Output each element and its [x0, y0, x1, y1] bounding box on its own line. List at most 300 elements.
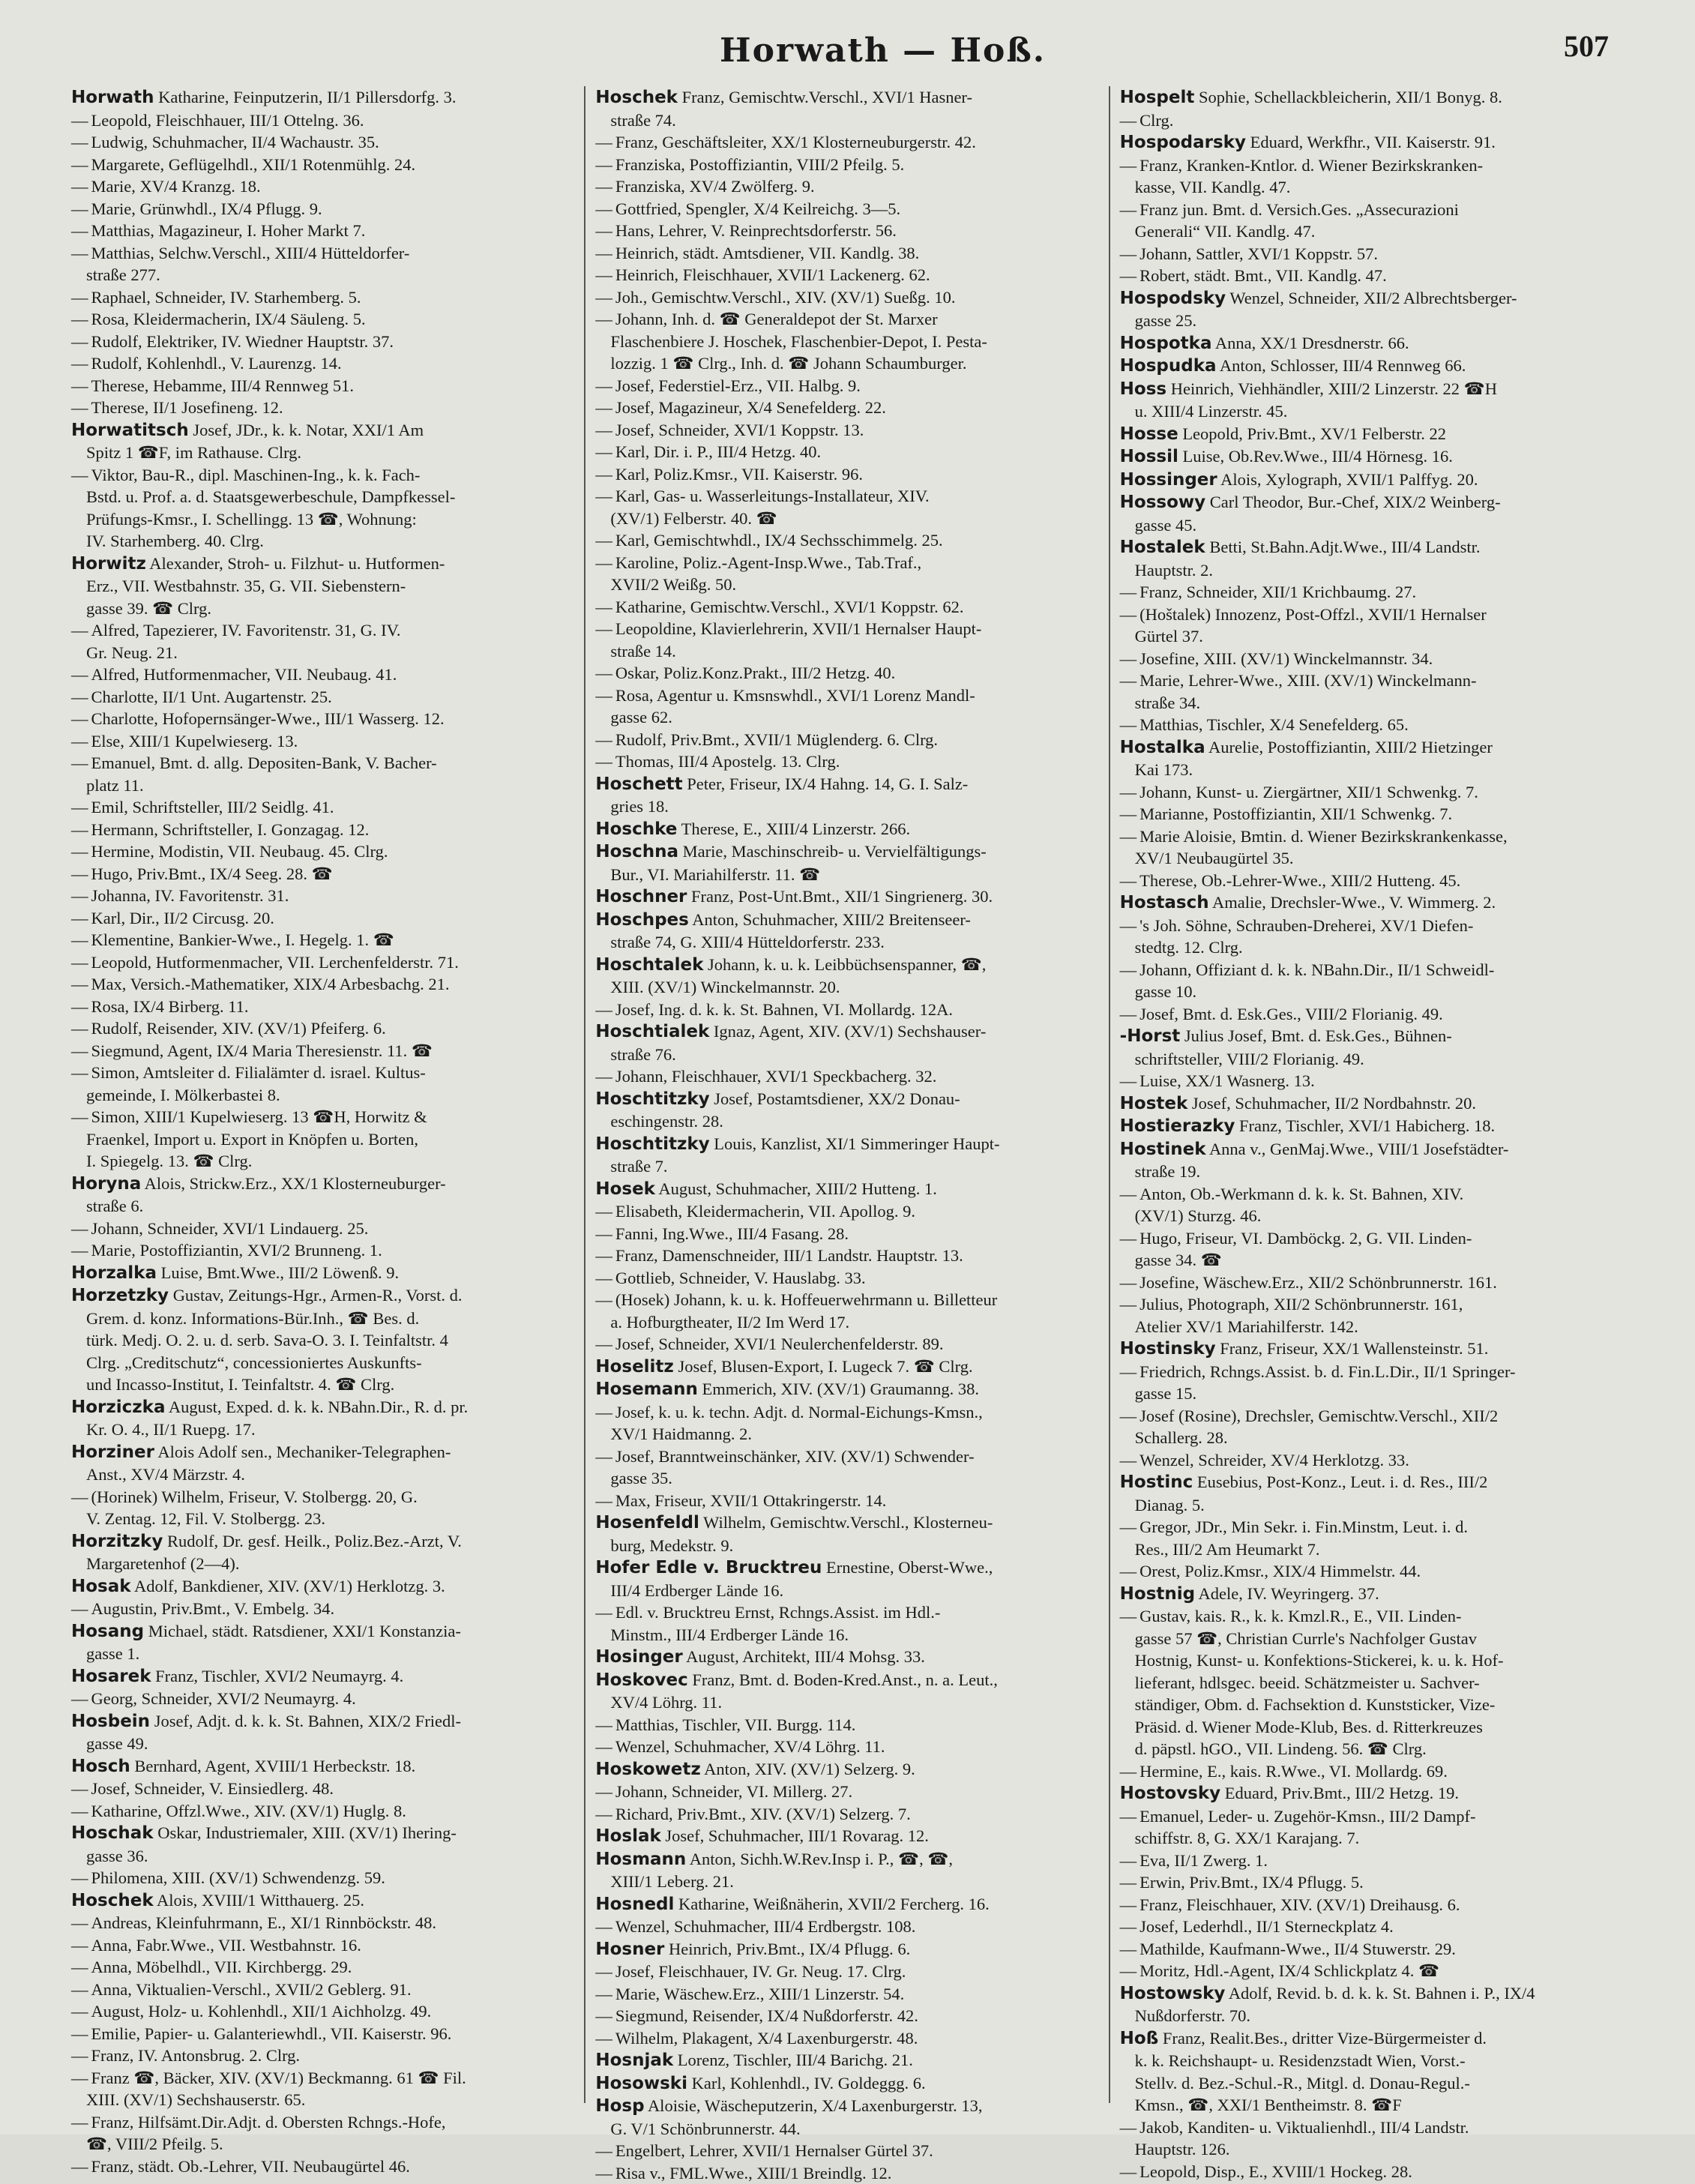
directory-entry [71, 286, 574, 309]
entry-text: XV/4 Löhrg. 11. [610, 1693, 722, 1712]
directory-entry [71, 1441, 574, 1464]
ditto-dash: — [71, 1241, 88, 1260]
entry-text: straße 6. [86, 1197, 143, 1215]
directory-entry [595, 1916, 1098, 1938]
entry-continuation [71, 530, 574, 553]
entry-continuation [1120, 1383, 1623, 1405]
directory-entry [71, 1062, 574, 1084]
entry-continuation [595, 706, 1098, 729]
directory-entry [595, 662, 1098, 685]
page-number: 507 [1564, 28, 1609, 64]
entry-text: Franz, Geschäftsleiter, XX/1 Klosterneuburgerstr. 42. [615, 133, 976, 151]
ditto-dash: — [1120, 1362, 1137, 1381]
entry-text: straße 76. [610, 1045, 675, 1064]
entry-text: Therese, Ob.-Lehrer-Wwe., XIII/2 Hutteng. 45. [1139, 871, 1460, 890]
entry-surname: Horyna [71, 1174, 141, 1194]
directory-entry [71, 1889, 574, 1913]
entry-continuation [1120, 559, 1623, 582]
ditto-dash: — [71, 997, 88, 1016]
entry-surname: Hostinsky [1120, 1339, 1216, 1359]
entry-text: Marie, Grünwhdl., IX/4 Pflugg. 9. [91, 199, 322, 218]
ditto-dash: — [71, 398, 88, 417]
directory-entry [595, 441, 1098, 463]
ditto-dash: — [1120, 156, 1137, 175]
directory-entry [595, 419, 1098, 442]
entry-continuation [1120, 400, 1623, 423]
entry-text: platz 11. [86, 776, 144, 795]
entry-text: Hauptstr. 2. [1135, 561, 1213, 580]
entry-surname: Hoschtitzky [595, 1134, 709, 1154]
directory-entry [71, 464, 574, 487]
entry-surname: Hostovsky [1120, 1784, 1221, 1803]
ditto-dash: — [71, 732, 88, 750]
entry-text: Erwin, Priv.Bmt., IX/4 Pflugg. 5. [1139, 1873, 1364, 1892]
entry-text: Josef, k. u. k. techn. Adjt. d. Normal-Eichungs-Kmsn., [615, 1403, 983, 1422]
entry-text: Heinrich, Priv.Bmt., IX/4 Pflugg. 6. [669, 1940, 910, 1958]
entry-continuation [1120, 981, 1623, 1003]
entry-continuation [1120, 1738, 1623, 1760]
ditto-dash: — [595, 1715, 612, 1734]
entry-text: Anton, Schuhmacher, XIII/2 Breitenseer- [692, 910, 971, 929]
entry-text: straße 34. [1135, 694, 1200, 712]
directory-entry [1120, 423, 1623, 446]
entry-text: Sophie, Schellackbleicherin, XII/1 Bonyg. 8. [1199, 88, 1502, 106]
ditto-dash: — [595, 1447, 612, 1466]
entry-text: Jakob, Kanditen- u. Viktualienhdl., III/4 Landstr. [1139, 2118, 1469, 2137]
entry-text: Josef (Rosine), Drechsler, Gemischtw.Verschl., XII/2 [1139, 1407, 1498, 1425]
directory-entry [71, 1017, 574, 1040]
directory-entry [71, 1106, 574, 1128]
directory-entry [1120, 1138, 1623, 1161]
entry-text: August, Schuhmacher, XIII/2 Hutteng. 1. [658, 1179, 937, 1198]
entry-continuation [1120, 1628, 1623, 1650]
ditto-dash: — [1120, 1607, 1137, 1625]
entry-text: Friedrich, Rchngs.Assist. b. d. Fin.L.Dir., II/1 Springer- [1139, 1362, 1515, 1381]
ditto-dash: — [1120, 916, 1137, 935]
entry-text: Johann, Kunst- u. Ziergärtner, XII/1 Schwenkg. 7. [1139, 783, 1478, 801]
directory-entry [1120, 1516, 1623, 1538]
entry-text: Gustav, kais. R., k. k. Kmzl.R., E., VII. Linden- [1139, 1607, 1461, 1625]
entry-text: Katharine, Gemischtw.Verschl., XVI/1 Koppstr. 62. [615, 598, 964, 616]
ditto-dash: — [595, 177, 612, 196]
directory-entry [1120, 2161, 1623, 2183]
entry-text: Gustav, Zeitungs-Hgr., Armen-R., Vorst. d. [173, 1286, 463, 1305]
directory-entry [595, 1961, 1098, 1983]
directory-entry [71, 1912, 574, 1934]
entry-surname: Hosse [1120, 424, 1178, 444]
entry-text: (XV/1) Felberstr. 40. ☎ [610, 509, 777, 528]
directory-entry [71, 352, 574, 375]
entry-continuation [71, 1374, 574, 1396]
entry-text: Johann, Inh. d. ☎ Generaldepot der St. Marxer [615, 310, 938, 328]
directory-entry [71, 1665, 574, 1688]
directory-entry [71, 308, 574, 331]
entry-text: Fanni, Ing.Wwe., III/4 Fasang. 28. [615, 1224, 849, 1243]
entry-surname: Hostek [1120, 1094, 1188, 1113]
directory-entry [1120, 287, 1623, 310]
entry-text: Marianne, Postoffiziantin, XII/1 Schwenkg. 7. [1139, 804, 1452, 823]
entry-text: Joh., Gemischtw.Verschl., XIV. (XV/1) Sueßg. 10. [615, 288, 956, 307]
directory-entry [595, 840, 1098, 864]
ditto-dash: — [71, 1219, 88, 1238]
entry-text: Franz, Fleischhauer, XIV. (XV/1) Dreihausg. 6. [1139, 1895, 1460, 1914]
directory-entry [71, 1040, 574, 1062]
ditto-dash: — [595, 752, 612, 771]
entry-text: Julius Josef, Bmt. d. Esk.Ges., Bühnen- [1184, 1026, 1452, 1045]
directory-entry [1120, 1805, 1623, 1828]
ditto-dash: — [1120, 783, 1137, 801]
entry-text: Alfred, Hutformenmacher, VII. Neubaug. 41. [91, 665, 397, 684]
entry-text: gasse 35. [610, 1469, 672, 1487]
ditto-dash: — [71, 930, 88, 949]
entry-text: Max, Friseur, XVII/1 Ottakringerstr. 14. [615, 1491, 887, 1510]
directory-entry [595, 1758, 1098, 1781]
ditto-dash: — [1120, 1071, 1137, 1090]
entry-continuation [1120, 1427, 1623, 1449]
entry-text: Charlotte, II/1 Unt. Augartenstr. 25. [91, 688, 332, 706]
entry-text: Schallerg. 28. [1135, 1428, 1228, 1447]
entry-text: Matthias, Magazineur, I. Hoher Markt 7. [91, 221, 366, 240]
directory-entry [595, 750, 1098, 773]
entry-text: a. Hofburgtheater, II/2 Im Werd 17. [610, 1313, 849, 1332]
ditto-dash: — [595, 730, 612, 749]
directory-entry [1120, 714, 1623, 736]
entry-surname: Hosch [71, 1757, 130, 1776]
entry-text: schriftsteller, VIII/2 Florianig. 49. [1135, 1050, 1364, 1068]
ditto-dash: — [71, 909, 88, 927]
directory-entry [595, 198, 1098, 220]
ditto-dash: — [1120, 2162, 1137, 2181]
entry-text: Präsid. d. Wiener Mode-Klub, Bes. d. Ritterkreuzes [1135, 1718, 1483, 1736]
entry-text: Marie, Wäschew.Erz., XIII/1 Linzerstr. 54. [615, 1985, 904, 2003]
entry-surname: Hossinger [1120, 470, 1217, 490]
directory-entry [595, 220, 1098, 242]
entry-text: Rudolf, Elektriker, IV. Wiedner Hauptstr. 37. [91, 332, 394, 351]
ditto-dash: — [1120, 1807, 1137, 1826]
entry-text: Wenzel, Schuhmacher, III/4 Erdbergstr. 108. [615, 1917, 916, 1936]
entry-text: XIII/1 Leberg. 21. [610, 1872, 734, 1891]
ditto-dash: — [71, 621, 88, 640]
directory-entry [71, 1934, 574, 1957]
entry-surname: Hospodsky [1120, 289, 1226, 308]
entry-text: XVII/2 Weißg. 50. [610, 575, 736, 594]
entry-text: Emilie, Papier- u. Galanteriewhdl., VII. Kaiserstr. 96. [91, 2024, 452, 2043]
directory-entry [1120, 332, 1623, 355]
directory-entry [71, 863, 574, 885]
entry-text: Rudolf, Kohlenhdl., V. Laurenzg. 14. [91, 354, 342, 373]
entry-text: V. Zentag. 12, Fil. V. Stolbergg. 23. [86, 1509, 325, 1528]
entry-continuation [71, 774, 574, 797]
directory-entry [1120, 1227, 1623, 1250]
directory-entry [1120, 1405, 1623, 1428]
directory-entry [71, 752, 574, 774]
entry-text: Hauptstr. 126. [1135, 2140, 1230, 2159]
column-1 [71, 86, 574, 2103]
directory-columns [71, 86, 1623, 2103]
directory-entry [71, 686, 574, 709]
entry-surname: Hoschner [595, 887, 687, 906]
entry-surname: Horwath [71, 88, 154, 107]
directory-entry [595, 375, 1098, 397]
ditto-dash: — [1120, 605, 1137, 624]
entry-continuation [595, 2118, 1098, 2141]
directory-entry [595, 86, 1098, 109]
entry-text: gasse 1. [86, 1644, 139, 1663]
entry-text: Simon, XIII/1 Kupelwieserg. 13 ☎H, Horwitz & [91, 1107, 427, 1126]
entry-text: IV. Starhemberg. 40. Clrg. [86, 532, 264, 550]
entry-continuation [1120, 1048, 1623, 1071]
entry-text: Alois, Xylograph, XVII/1 Palffyg. 20. [1220, 470, 1478, 489]
entry-continuation [1120, 1249, 1623, 1272]
directory-entry [71, 1620, 574, 1643]
ditto-dash: — [71, 199, 88, 218]
entry-text: gasse 57 ☎, Christian Currle's Nachfolger Gustav [1135, 1629, 1477, 1648]
page-header [0, 28, 1695, 81]
entry-text: gasse 36. [86, 1847, 148, 1865]
entry-text: Siegmund, Reisender, IX/4 Nußdorferstr. 42. [615, 2006, 918, 2025]
directory-entry [595, 618, 1098, 640]
entry-text: Gr. Neug. 21. [86, 643, 178, 662]
entry-text: Mathilde, Kaufmann-Wwe., II/4 Stuwerstr. 29. [1139, 1940, 1456, 1958]
entry-continuation [71, 442, 574, 464]
entry-text: Anna, Möbelhdl., VII. Kirchbergg. 29. [91, 1958, 352, 1976]
ditto-dash: — [1120, 583, 1137, 601]
ditto-dash: — [71, 709, 88, 728]
entry-text: Franz, Damenschneider, III/1 Landstr. Hauptstr. 13. [615, 1246, 963, 1265]
entry-text: Klementine, Bankier-Wwe., I. Hegelg. 1. ☎ [91, 930, 394, 949]
directory-entry [595, 999, 1098, 1021]
entry-text: Wenzel, Schreider, XV/4 Herklotzg. 33. [1139, 1451, 1409, 1469]
directory-entry [595, 1848, 1098, 1871]
entry-text: Karl, Kohlenhdl., IV. Goldeggg. 6. [692, 2074, 926, 2093]
directory-entry [595, 1490, 1098, 1512]
directory-entry [71, 2023, 574, 2045]
entry-text: Josef, Blusen-Export, I. Lugeck 7. ☎ Clrg. [678, 1357, 972, 1376]
entry-continuation [1120, 1538, 1623, 1561]
entry-text: Atelier XV/1 Mariahilferstr. 142. [1135, 1317, 1358, 1336]
entry-text: Hugo, Priv.Bmt., IX/4 Seeg. 28. ☎ [91, 864, 333, 883]
entry-text: Kmsn., ☎, XXI/1 Bentheimstr. 8. ☎F [1135, 2096, 1402, 2114]
entry-continuation [1120, 625, 1623, 648]
directory-entry [595, 1378, 1098, 1401]
directory-entry [1120, 1982, 1623, 2006]
entry-text: eschingenstr. 28. [610, 1112, 723, 1131]
entry-text: Leopold, Hutformenmacher, VII. Lerchenfelderstr. 71. [91, 953, 459, 972]
directory-entry [1120, 891, 1623, 915]
ditto-dash: — [595, 1603, 612, 1622]
directory-entry [595, 1714, 1098, 1736]
entry-surname: Hossil [1120, 447, 1178, 466]
directory-entry [71, 840, 574, 863]
entry-text: Franziska, XV/4 Zwölferg. 9. [615, 177, 815, 196]
entry-continuation [71, 1508, 574, 1530]
entry-text: Alois Adolf sen., Mechaniker-Telegraphen- [157, 1443, 451, 1461]
entry-continuation [71, 1128, 574, 1151]
entry-text: Matthias, Tischler, VII. Burgg. 114. [615, 1715, 856, 1734]
directory-entry [1120, 1070, 1623, 1092]
directory-entry [595, 1803, 1098, 1826]
directory-entry [595, 2095, 1098, 2118]
directory-entry [595, 1446, 1098, 1468]
directory-entry [1120, 1583, 1623, 1606]
entry-text: Johanna, IV. Favoritenstr. 31. [91, 886, 289, 905]
directory-entry [595, 131, 1098, 154]
entry-continuation [71, 1419, 574, 1441]
ditto-dash: — [71, 244, 88, 262]
ditto-dash: — [595, 398, 612, 417]
entry-continuation [595, 931, 1098, 954]
entry-continuation [595, 1580, 1098, 1602]
entry-text: Emanuel, Leder- u. Zugehör-Kmsn., III/2 Dampf- [1139, 1807, 1475, 1826]
entry-text: k. k. Reichshaupt- u. Residenzstadt Wien, Vorst.- [1135, 2051, 1466, 2070]
entry-text: Elisabeth, Kleidermacherin, VII. Apollog. 9. [615, 1202, 915, 1221]
directory-entry [71, 1755, 574, 1778]
entry-text: straße 74. [610, 111, 675, 130]
directory-entry [1120, 2027, 1623, 2051]
directory-entry [71, 885, 574, 907]
directory-entry [71, 951, 574, 974]
directory-entry [71, 1575, 574, 1598]
entry-text: Karl, Gemischtwhdl., IX/4 Sechsschimmelg. 25. [615, 531, 943, 550]
entry-continuation [1120, 310, 1623, 332]
directory-entry [595, 596, 1098, 619]
entry-text: Grem. d. konz. Informations-Bür.Inh., ☎ Bes. d. [86, 1309, 419, 1328]
directory-entry [1120, 670, 1623, 692]
ditto-dash: — [595, 199, 612, 218]
entry-text: Therese, E., XIII/4 Linzerstr. 266. [681, 819, 911, 838]
ditto-dash: — [595, 1403, 612, 1422]
entry-text: Leopold, Disp., E., XVIII/1 Hockeg. 28. [1139, 2162, 1412, 2181]
directory-entry [595, 286, 1098, 309]
directory-entry [595, 1401, 1098, 1424]
entry-text: Robert, städt. Bmt., VII. Kandlg. 47. [1139, 266, 1387, 285]
ditto-dash: — [595, 2006, 612, 2025]
entry-text: Wenzel, Schuhmacher, XV/4 Löhrg. 11. [615, 1737, 885, 1756]
directory-entry [595, 308, 1098, 331]
directory-entry [1120, 1449, 1623, 1472]
directory-entry [1120, 1471, 1623, 1494]
entry-continuation [1120, 2050, 1623, 2072]
directory-entry [595, 1669, 1098, 1692]
ditto-dash: — [595, 1224, 612, 1243]
entry-text: Generali“ VII. Kandlg. 47. [1135, 222, 1316, 241]
ditto-dash: — [595, 1491, 612, 1510]
directory-entry [1120, 1760, 1623, 1783]
directory-entry [71, 1956, 574, 1979]
entry-text: Anna v., GenMaj.Wwe., VIII/1 Josefstädter- [1209, 1140, 1508, 1158]
ditto-dash: — [595, 465, 612, 484]
entry-text: Rosa, IX/4 Birberg. 11. [91, 997, 249, 1016]
entry-surname: Hospelt [1120, 88, 1195, 107]
ditto-dash: — [71, 376, 88, 395]
directory-entry [595, 1200, 1098, 1223]
ditto-dash: — [1120, 244, 1137, 263]
entry-text: Gottfried, Spengler, X/4 Keilreichg. 3—5. [615, 199, 900, 218]
directory-entry [71, 2067, 574, 2090]
directory-entry [595, 1356, 1098, 1379]
ditto-dash: — [595, 686, 612, 705]
directory-entry [595, 529, 1098, 552]
ditto-dash: — [71, 1958, 88, 1976]
entry-text: Aloisie, Wäscheputzerin, X/4 Laxenburgerstr. 13, [648, 2096, 983, 2115]
directory-entry [595, 1088, 1098, 1111]
directory-entry [595, 2072, 1098, 2096]
entry-text: Carl Theodor, Bur.-Chef, XIX/2 Weinberg- [1210, 493, 1501, 511]
ditto-dash: — [71, 820, 88, 839]
entry-surname: Hosmann [595, 1850, 686, 1869]
entry-text: Alois, Strickw.Erz., XX/1 Klosterneuburger- [145, 1174, 446, 1193]
entry-continuation [71, 1643, 574, 1665]
ditto-dash: — [1120, 960, 1137, 979]
entry-surname: Hoschek [71, 1891, 154, 1910]
entry-surname: Horziner [71, 1443, 154, 1462]
entry-continuation [595, 1110, 1098, 1133]
entry-continuation [71, 486, 574, 508]
entry-text: Marie, Maschinschreib- u. Vervielfältigungs- [683, 842, 987, 861]
directory-entry [71, 1688, 574, 1710]
directory-entry [1120, 1560, 1623, 1583]
ditto-dash: — [1120, 1851, 1137, 1870]
entry-text: gasse 25. [1135, 311, 1197, 330]
directory-entry [595, 2162, 1098, 2184]
directory-entry [1120, 648, 1623, 670]
ditto-dash: — [71, 886, 88, 905]
entry-continuation [71, 1195, 574, 1218]
ditto-dash: — [595, 133, 612, 151]
entry-continuation [595, 1624, 1098, 1646]
entry-continuation [71, 1084, 574, 1107]
entry-text: Julius, Photograph, XII/2 Schönbrunnerstr. 161, [1139, 1295, 1463, 1314]
entry-surname: Hoschtialek [595, 1022, 709, 1041]
ditto-dash: — [1120, 1762, 1137, 1781]
directory-entry [595, 773, 1098, 796]
entry-text: Therese, II/1 Josefineng. 12. [91, 398, 283, 417]
entry-surname: Hoschek [595, 88, 678, 107]
entry-text: Heinrich, Fleischhauer, XVII/1 Lackenerg. 62. [615, 265, 930, 284]
entry-text: Rudolf, Priv.Bmt., XVII/1 Müglenderg. 6. Clrg. [615, 730, 938, 749]
ditto-dash: — [595, 1246, 612, 1265]
entry-surname: Hospodarsky [1120, 133, 1246, 152]
ditto-dash: — [71, 665, 88, 684]
entry-text: straße 14. [610, 642, 675, 661]
ditto-dash: — [71, 310, 88, 328]
entry-surname: Hoß [1120, 2029, 1159, 2048]
directory-entry [71, 2111, 574, 2134]
directory-entry [71, 619, 574, 642]
entry-text: Alois, XVIII/1 Witthauerg. 25. [157, 1891, 364, 1910]
entry-continuation [595, 109, 1098, 132]
ditto-dash: — [71, 288, 88, 307]
entry-surname: Hostalka [1120, 738, 1205, 757]
entry-text: d. päpstl. hGO., VII. Lindeng. 56. ☎ Clrg. [1135, 1739, 1427, 1758]
entry-text: Simon, Amtsleiter d. Filialämter d. israel. Kultus- [91, 1063, 426, 1082]
directory-entry [71, 553, 574, 576]
ditto-dash: — [595, 487, 612, 505]
directory-entry [595, 909, 1098, 932]
entry-text: Josef, Schneider, XVI/1 Neulerchenfelderstr. 89. [615, 1335, 944, 1353]
directory-entry [71, 1173, 574, 1196]
entry-text: Emil, Schriftsteller, III/2 Seidlg. 41. [91, 798, 334, 816]
column-3 [1120, 86, 1623, 2103]
entry-text: Amalie, Drechsler-Wwe., V. Wimmerg. 2. [1212, 893, 1496, 912]
directory-entry [1120, 1361, 1623, 1383]
entry-text: Nußdorferstr. 70. [1135, 2006, 1250, 2025]
entry-text: Franz, Tischler, XVI/2 Neumayrg. 4. [155, 1667, 403, 1685]
entry-text: Anna, XX/1 Dresdnerstr. 66. [1215, 334, 1409, 352]
column-2 [595, 86, 1098, 2103]
entry-text: Hermine, Modistin, VII. Neubaug. 45. Clrg. [91, 842, 388, 861]
entry-continuation [595, 1311, 1098, 1334]
